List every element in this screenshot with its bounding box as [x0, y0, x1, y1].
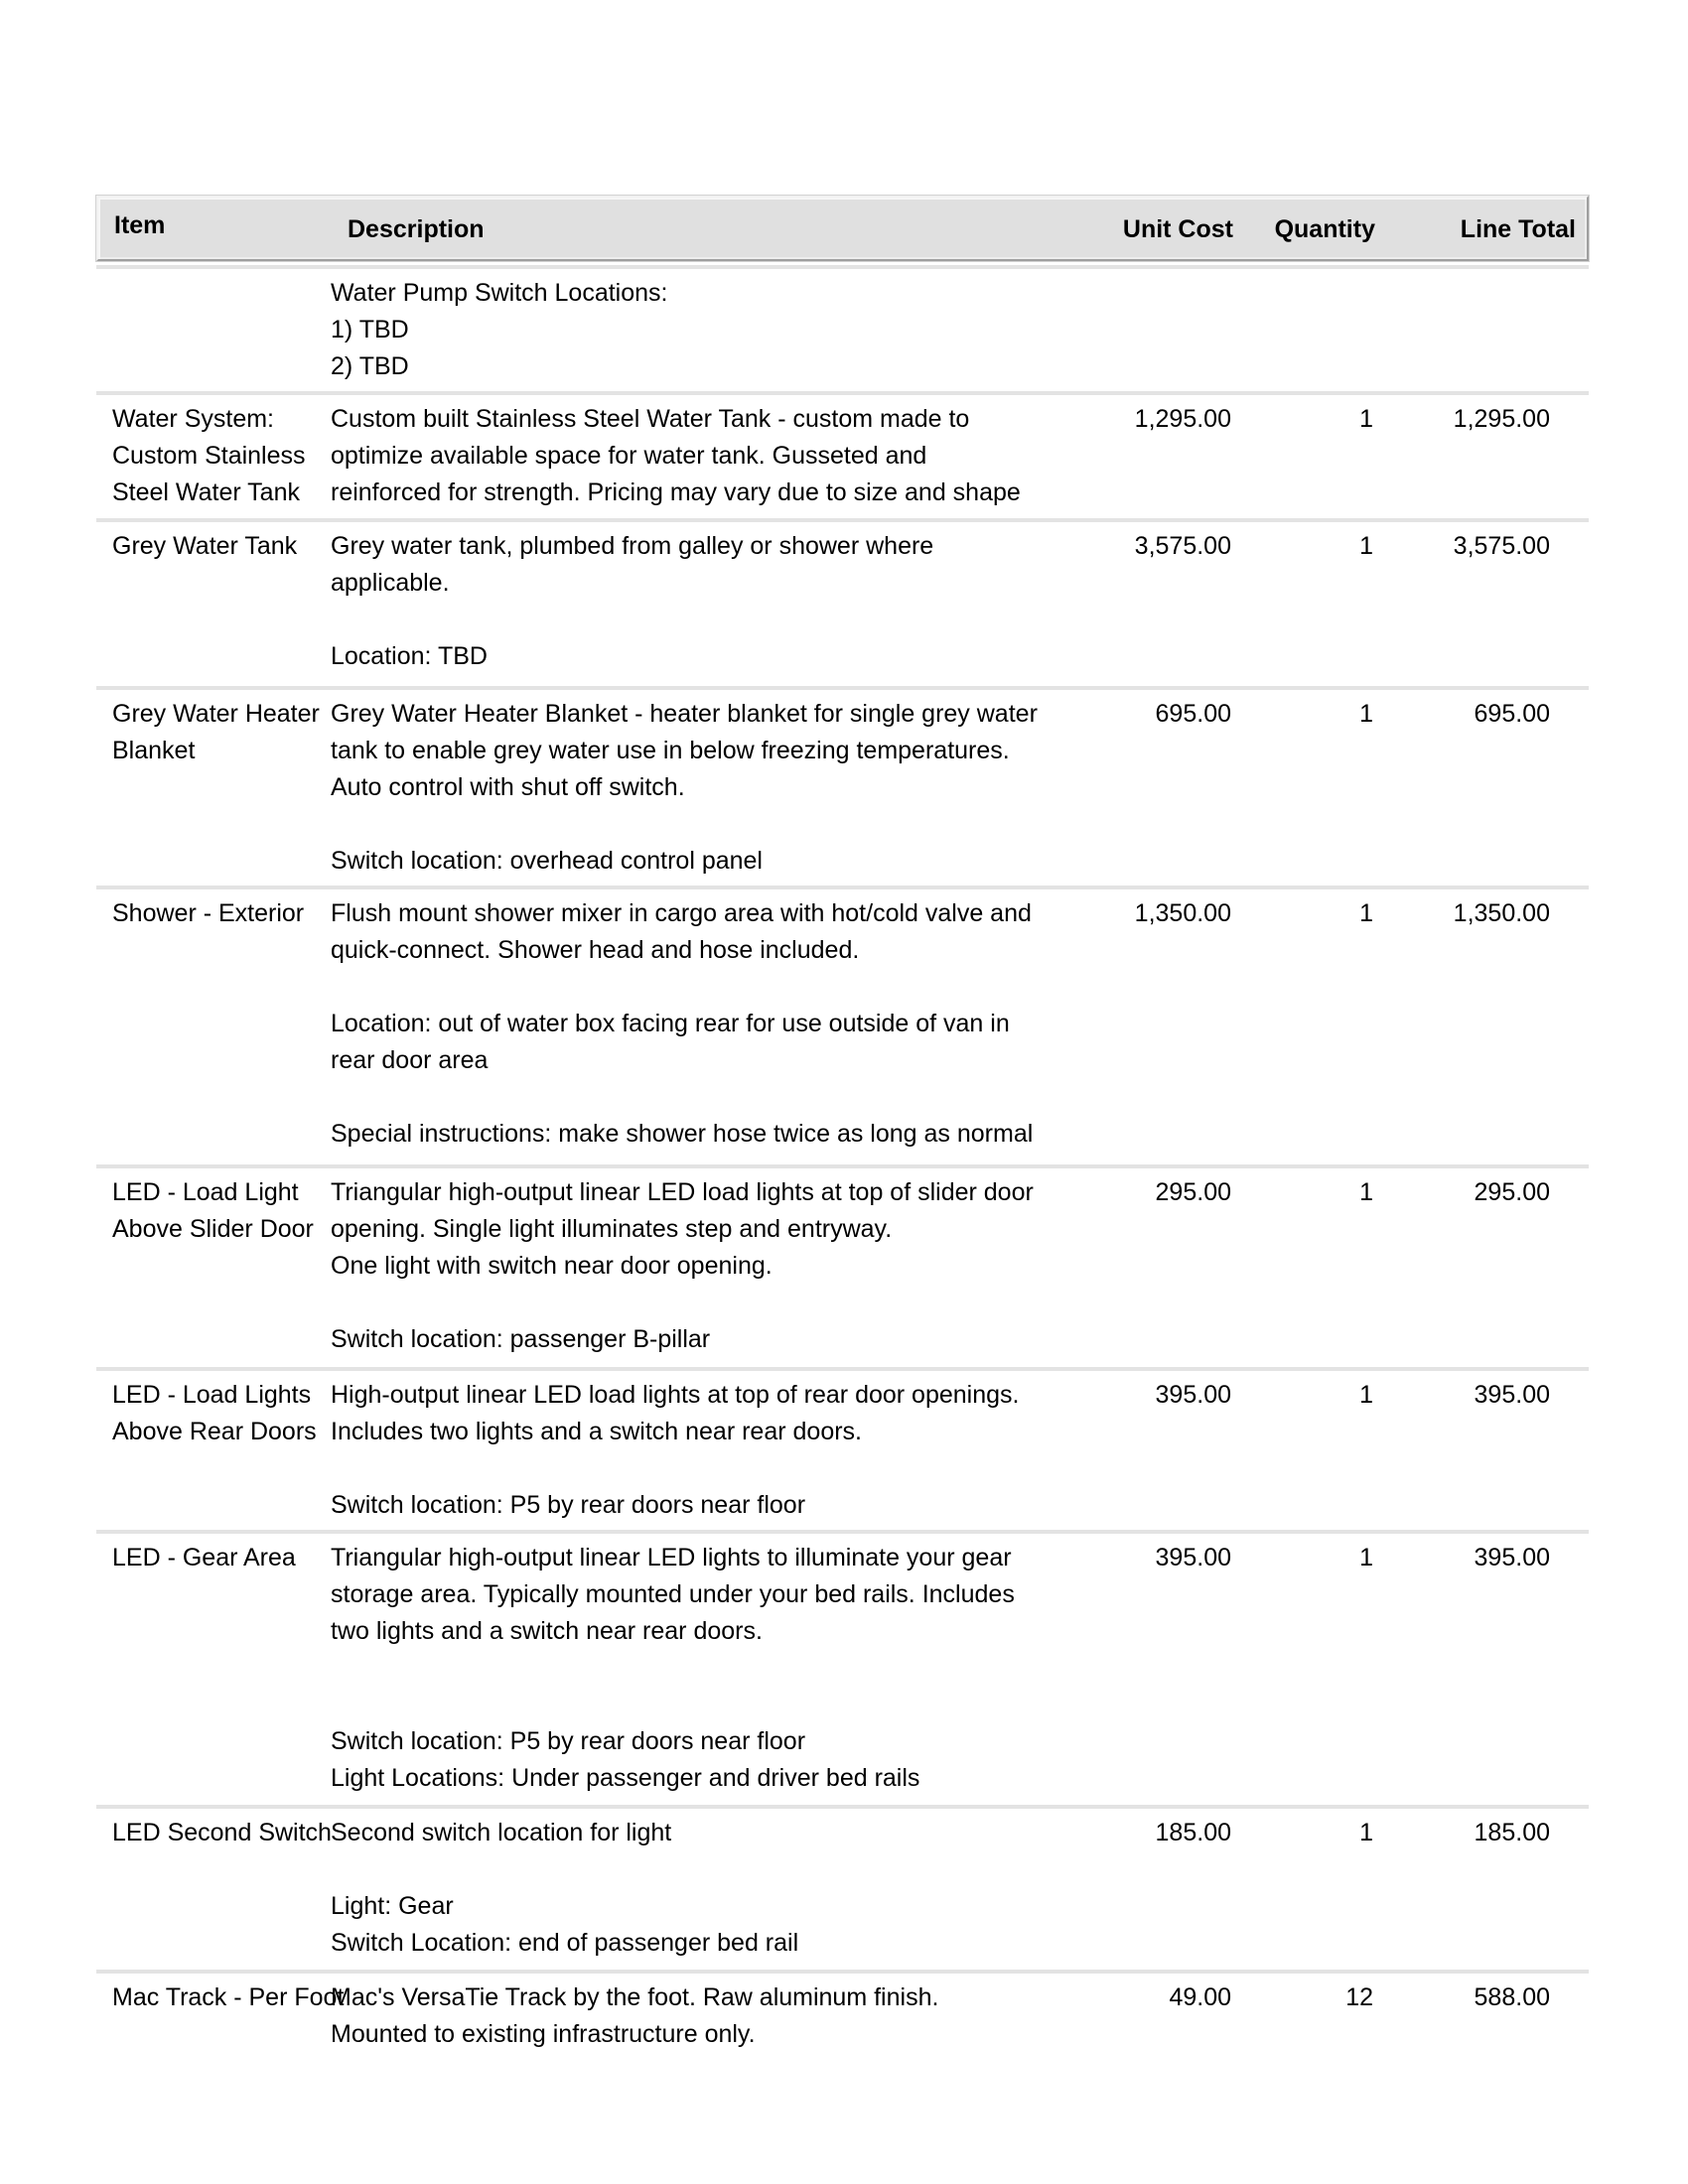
description-text-line: applicable.: [331, 569, 450, 597]
table-row-cells: [96, 1809, 1589, 1970]
item-text-line: Shower - Exterior: [112, 899, 305, 927]
item-text-line: LED Second Switch: [112, 1819, 332, 1846]
description-text-line: rear door area: [331, 1046, 489, 1074]
item-cell: [96, 895, 331, 932]
table-row: [96, 1974, 1589, 2059]
description-text-line: [331, 969, 1089, 1006]
description-text-line: Switch location: overhead control panel: [331, 847, 763, 875]
description-text-line: reinforced for strength. Pricing may vary due to size and shape: [331, 478, 1021, 506]
description-text-line: Custom built Stainless Steel Water Tank - custom made to: [331, 405, 970, 433]
line-total-cell: 395.00: [1474, 1381, 1550, 1409]
description-text-line: optimize available space for water tank. Gusseted and: [331, 442, 927, 470]
table-row-cells: [96, 1168, 1589, 1367]
description-text-line: [331, 1687, 1089, 1723]
line-total-cell: 295.00: [1474, 1178, 1550, 1206]
quantity-cell: 1: [1359, 1544, 1373, 1571]
table-row-cells: [96, 1974, 1589, 2059]
table-row: [96, 269, 1589, 395]
description-text-line: 1) TBD: [331, 316, 409, 343]
line-total-cell: 1,295.00: [1453, 405, 1550, 433]
description-text-line: two lights and a switch near rear doors.: [331, 1617, 763, 1645]
table-row: [96, 889, 1589, 1168]
description-text-line: [331, 602, 1089, 638]
unit-cost-cell: 295.00: [1155, 1178, 1231, 1206]
line-total-cell: 395.00: [1474, 1544, 1550, 1571]
line-total-cell: 1,350.00: [1453, 899, 1550, 927]
unit-cost-cell: 395.00: [1155, 1381, 1231, 1409]
description-text-line: Second switch location for light: [331, 1819, 672, 1846]
description-text-line: Switch location: passenger B-pillar: [331, 1325, 711, 1353]
unit-cost-cell: 185.00: [1155, 1819, 1231, 1846]
description-text-line: [331, 1079, 1089, 1116]
table-header-row: [96, 196, 1589, 261]
table-row: [96, 395, 1589, 522]
item-text-line: LED - Load Light: [112, 1178, 299, 1206]
unit-cost-cell: 395.00: [1155, 1544, 1231, 1571]
line-total-cell: 185.00: [1474, 1819, 1550, 1846]
description-text-line: Auto control with shut off switch.: [331, 773, 685, 801]
table-row-cells: [96, 1371, 1589, 1530]
description-text-line: [331, 1450, 1089, 1487]
item-cell: [96, 1540, 331, 1576]
description-text-line: Grey Water Heater Blanket - heater blanket for single grey water: [331, 700, 1038, 728]
line-items-table: [96, 196, 1589, 2059]
description-text-line: quick-connect. Shower head and hose included.: [331, 936, 860, 964]
quantity-cell: 1: [1359, 899, 1373, 927]
line-total-cell: 695.00: [1474, 700, 1550, 728]
line-total-cell: 588.00: [1474, 1983, 1550, 2011]
description-text-line: Location: TBD: [331, 642, 488, 670]
description-text-line: Special instructions: make shower hose twice as long as normal: [331, 1120, 1034, 1148]
table-row: [96, 1371, 1589, 1534]
description-text-line: [331, 1851, 1089, 1888]
table-row-cells: [96, 269, 1589, 391]
description-cell: [331, 1540, 1089, 1797]
description-text-line: Light Locations: Under passenger and driver bed rails: [331, 1764, 920, 1792]
table-body: [96, 269, 1589, 2059]
item-cell: [96, 696, 331, 769]
item-text-line: Above Slider Door: [112, 1215, 314, 1243]
table-row: [96, 1809, 1589, 1974]
unit-cost-cell: 1,350.00: [1134, 899, 1231, 927]
item-text-line: Steel Water Tank: [112, 478, 300, 506]
description-text-line: Location: out of water box facing rear for use outside of van in: [331, 1010, 1010, 1037]
description-text-line: tank to enable grey water use in below freezing temperatures.: [331, 737, 1010, 764]
description-text-line: Flush mount shower mixer in cargo area with hot/cold valve and: [331, 899, 1032, 927]
column-header-description: Description: [348, 215, 485, 243]
unit-cost-cell: 49.00: [1169, 1983, 1231, 2011]
description-cell: [331, 696, 1089, 880]
description-text-line: Switch Location: end of passenger bed rail: [331, 1929, 799, 1957]
description-text-line: Includes two lights and a switch near rear doors.: [331, 1418, 862, 1445]
quantity-cell: 1: [1359, 1381, 1373, 1409]
unit-cost-cell: 1,295.00: [1134, 405, 1231, 433]
item-text-line: Grey Water Heater: [112, 700, 320, 728]
description-text-line: [331, 1650, 1089, 1687]
description-cell: [331, 401, 1089, 511]
item-text-line: Mac Track - Per Foot: [112, 1983, 345, 2011]
description-cell: [331, 895, 1089, 1153]
description-cell: [331, 528, 1089, 675]
description-text-line: storage area. Typically mounted under your bed rails. Includes: [331, 1580, 1015, 1608]
quantity-cell: 1: [1359, 405, 1373, 433]
description-text-line: Light: Gear: [331, 1892, 454, 1920]
item-text-line: Grey Water Tank: [112, 532, 298, 560]
unit-cost-cell: 695.00: [1155, 700, 1231, 728]
column-header-quantity: Quantity: [1274, 215, 1375, 243]
table-row: [96, 522, 1589, 690]
description-text-line: Mounted to existing infrastructure only.: [331, 2020, 756, 2048]
table-row-cells: [96, 1534, 1589, 1805]
table-row: [96, 690, 1589, 889]
unit-cost-cell: 3,575.00: [1134, 532, 1231, 560]
item-cell: [96, 1377, 331, 1450]
table-row-cells: [96, 889, 1589, 1164]
item-text-line: Above Rear Doors: [112, 1418, 317, 1445]
description-text-line: [331, 1285, 1089, 1321]
quantity-cell: 12: [1345, 1983, 1373, 2011]
quantity-cell: 1: [1359, 700, 1373, 728]
description-text-line: Triangular high-output linear LED load lights at top of slider door: [331, 1178, 1034, 1206]
description-text-line: opening. Single light illuminates step and entryway.: [331, 1215, 893, 1243]
description-text-line: Grey water tank, plumbed from galley or shower where: [331, 532, 934, 560]
description-text-line: 2) TBD: [331, 352, 409, 380]
description-cell: [331, 1979, 1089, 2053]
description-cell: [331, 275, 1089, 385]
quantity-cell: 1: [1359, 1819, 1373, 1846]
line-total-cell: 3,575.00: [1453, 532, 1550, 560]
table-row: [96, 1534, 1589, 1809]
quantity-cell: 1: [1359, 532, 1373, 560]
description-text-line: Switch location: P5 by rear doors near floor: [331, 1727, 806, 1755]
item-cell: [96, 1979, 345, 2016]
item-text-line: LED - Load Lights: [112, 1381, 312, 1409]
item-cell: [96, 401, 331, 511]
description-text-line: High-output linear LED load lights at top of rear door openings.: [331, 1381, 1020, 1409]
column-header-item: Item: [114, 211, 166, 239]
table-row-cells: [96, 690, 1589, 886]
table-row-cells: [96, 395, 1589, 518]
item-text-line: Blanket: [112, 737, 196, 764]
item-text-line: Water System:: [112, 405, 274, 433]
description-cell: [331, 1815, 1089, 1962]
item-text-line: Custom Stainless: [112, 442, 306, 470]
description-text-line: Triangular high-output linear LED lights to illuminate your gear: [331, 1544, 1012, 1571]
item-text-line: LED - Gear Area: [112, 1544, 296, 1571]
table-row-cells: [96, 522, 1589, 686]
table-row: [96, 1168, 1589, 1371]
description-text-line: One light with switch near door opening.: [331, 1252, 773, 1280]
item-cell: [96, 1174, 331, 1248]
column-header-line-total: Line Total: [1460, 215, 1576, 243]
description-text-line: [331, 806, 1089, 843]
item-cell: [96, 528, 331, 565]
description-cell: [331, 1174, 1089, 1358]
column-header-unit-cost: Unit Cost: [1122, 215, 1233, 243]
item-cell: [96, 1815, 331, 1851]
description-cell: [331, 1377, 1089, 1524]
quantity-cell: 1: [1359, 1178, 1373, 1206]
description-text-line: Water Pump Switch Locations:: [331, 279, 668, 307]
description-text-line: Switch location: P5 by rear doors near floor: [331, 1491, 806, 1519]
description-text-line: Mac's VersaTie Track by the foot. Raw aluminum finish.: [331, 1983, 939, 2011]
